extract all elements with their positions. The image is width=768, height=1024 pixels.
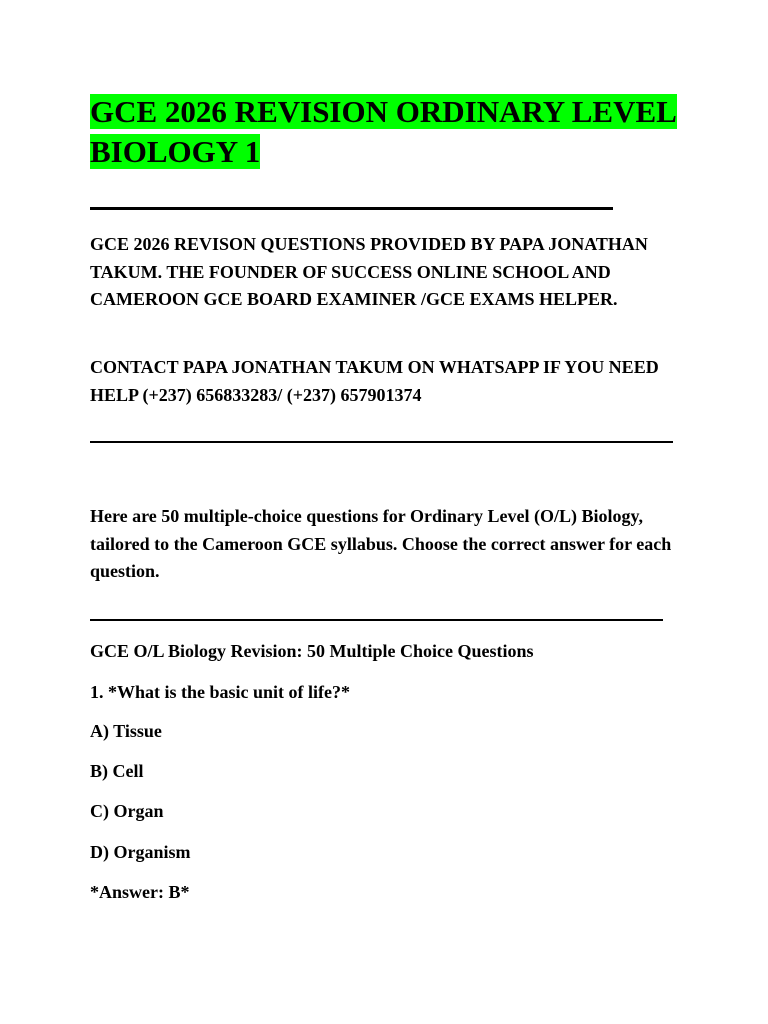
option-d: D) Organism [90,842,191,862]
contact-divider [90,441,673,443]
option-a: A) Tissue [90,721,162,741]
title-highlight: GCE 2026 REVISION ORDINARY LEVEL BIOLOGY 1 [90,94,677,169]
description-divider [90,619,663,621]
option-b: B) Cell [90,761,144,781]
description-paragraph: Here are 50 multiple-choice questions for Ordinary Level (O/L) Biology, tailored to the Cameroon GCE syllabus. Choose the correct answer for each question. [90,506,672,581]
document-title [90,92,690,172]
contact-paragraph: CONTACT PAPA JONATHAN TAKUM ON WHATSAPP IF YOU NEED HELP (+237) 656833283/ (+237) 657901374 [90,357,659,405]
option-c: C) Organ [90,801,164,821]
section-heading: GCE O/L Biology Revision: 50 Multiple Choice Questions [90,641,534,661]
answer-text: *Answer: B* [90,882,190,902]
title-divider [90,207,613,210]
question-text: 1. *What is the basic unit of life?* [90,682,351,702]
intro-paragraph: GCE 2026 REVISON QUESTIONS PROVIDED BY PAPA JONATHAN TAKUM. THE FOUNDER OF SUCCESS ONLINE SCHOOL AND CAMEROON GCE BOARD EXAMINER /GCE EXAMS HELPER. [90,234,648,309]
